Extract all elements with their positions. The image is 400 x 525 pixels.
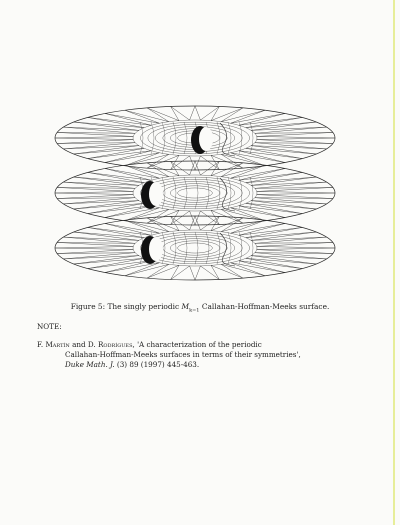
mesh-ring (163, 184, 227, 203)
caption-math-subscript: k=1 (189, 307, 200, 314)
mesh-line (195, 177, 198, 209)
reference-title-line1: , 'A characterization of the periodic (132, 340, 262, 349)
triangulation-edge (255, 237, 333, 243)
caption-text-before: The singly periodic (107, 302, 180, 311)
surface-layer-2 (55, 161, 335, 225)
triangulation-edge (246, 258, 316, 268)
triangulation-edge (57, 198, 135, 204)
mesh-ring (155, 181, 234, 204)
mesh-line (217, 177, 220, 209)
author1-initial: F. (37, 340, 46, 349)
triangulation-edge (57, 237, 135, 243)
triangulation-edge (57, 143, 135, 149)
triangulation-edge (255, 253, 333, 259)
mesh-line (173, 177, 176, 209)
mesh-ring (178, 188, 213, 198)
mesh-line (217, 232, 220, 264)
triangulation-edge (221, 209, 265, 223)
triangulation-edge (125, 209, 169, 223)
reference-line-1 (37, 340, 367, 350)
author2-name: Rodrígues (97, 340, 133, 349)
triangulation-edge (74, 227, 144, 237)
mesh-line (173, 232, 176, 264)
triangulation-edge (221, 108, 265, 122)
mesh-ring (155, 236, 234, 259)
surface-wireframe (52, 98, 342, 298)
triangulation-edge (255, 127, 333, 133)
triangulation-edge (246, 227, 316, 237)
surface-hole-highlight (149, 182, 163, 206)
mesh-line (239, 232, 242, 264)
triangulation-edge (74, 117, 144, 127)
mesh-line (239, 177, 242, 209)
triangulation-edge (57, 182, 135, 188)
surface-hole-highlight (199, 127, 213, 151)
surface-figure (52, 98, 342, 298)
figure-label: Figure 5: (70, 302, 106, 311)
triangulation-edge (221, 264, 265, 278)
page-edge-highlight (393, 0, 395, 525)
reference-entry (37, 340, 367, 370)
triangulation-edge (125, 108, 169, 122)
triangulation-edge (125, 154, 169, 168)
reference-line-3 (37, 360, 367, 370)
triangulation-edge (74, 148, 144, 158)
journal-details: (3) 89 (1997) 445-463. (114, 360, 200, 369)
mesh-line (228, 177, 231, 209)
mesh-line (173, 122, 176, 154)
triangulation-edge (125, 264, 169, 278)
mesh-line (195, 232, 198, 264)
author-conjunction: and D. (69, 340, 98, 349)
reference-title-line2: Callahan-Hoffman-Meeks surfaces in terms of their symmetries', (65, 350, 301, 359)
triangulation-edge (246, 172, 316, 182)
triangulation-edge (246, 117, 316, 127)
mesh-line (162, 122, 165, 154)
triangulation-edge (255, 182, 333, 188)
layer-rim (55, 216, 335, 280)
caption-math-symbol: M (181, 302, 190, 311)
journal-name: Duke Math. J. (65, 360, 115, 369)
triangulation-edge (211, 265, 243, 279)
triangulation-edge (221, 218, 265, 232)
triangulation-edge (255, 198, 333, 204)
triangulation-edge (125, 163, 169, 177)
note-heading: NOTE: (37, 322, 62, 331)
triangulation-edge (255, 143, 333, 149)
triangulation-edge (246, 203, 316, 213)
layer-rim (55, 161, 335, 225)
surface-layer-3 (55, 216, 335, 280)
author1-name: Martín (45, 340, 70, 349)
caption-math (181, 302, 200, 314)
triangulation-edge (74, 258, 144, 268)
caption-text-after: Callahan-Hoffman-Meeks surface. (201, 302, 330, 311)
figure-caption (0, 302, 400, 313)
surface-hole-highlight (149, 237, 163, 261)
triangulation-edge (221, 163, 265, 177)
triangulation-edge (147, 265, 179, 279)
surface-layer-1 (55, 106, 335, 170)
mesh-ring (163, 239, 227, 258)
triangulation-edge (246, 148, 316, 158)
mesh-line (239, 122, 242, 154)
triangulation-edge (147, 106, 179, 120)
triangulation-edge (57, 253, 135, 259)
triangulation-edge (74, 172, 144, 182)
triangulation-edge (125, 218, 169, 232)
triangulation-edge (211, 106, 243, 120)
mesh-line (151, 122, 154, 154)
mesh-line (228, 122, 231, 154)
mesh-line (217, 122, 220, 154)
mesh-ring (178, 243, 213, 253)
triangulation-edge (74, 203, 144, 213)
triangulation-edge (221, 154, 265, 168)
mesh-line (228, 232, 231, 264)
triangulation-edge (57, 127, 135, 133)
